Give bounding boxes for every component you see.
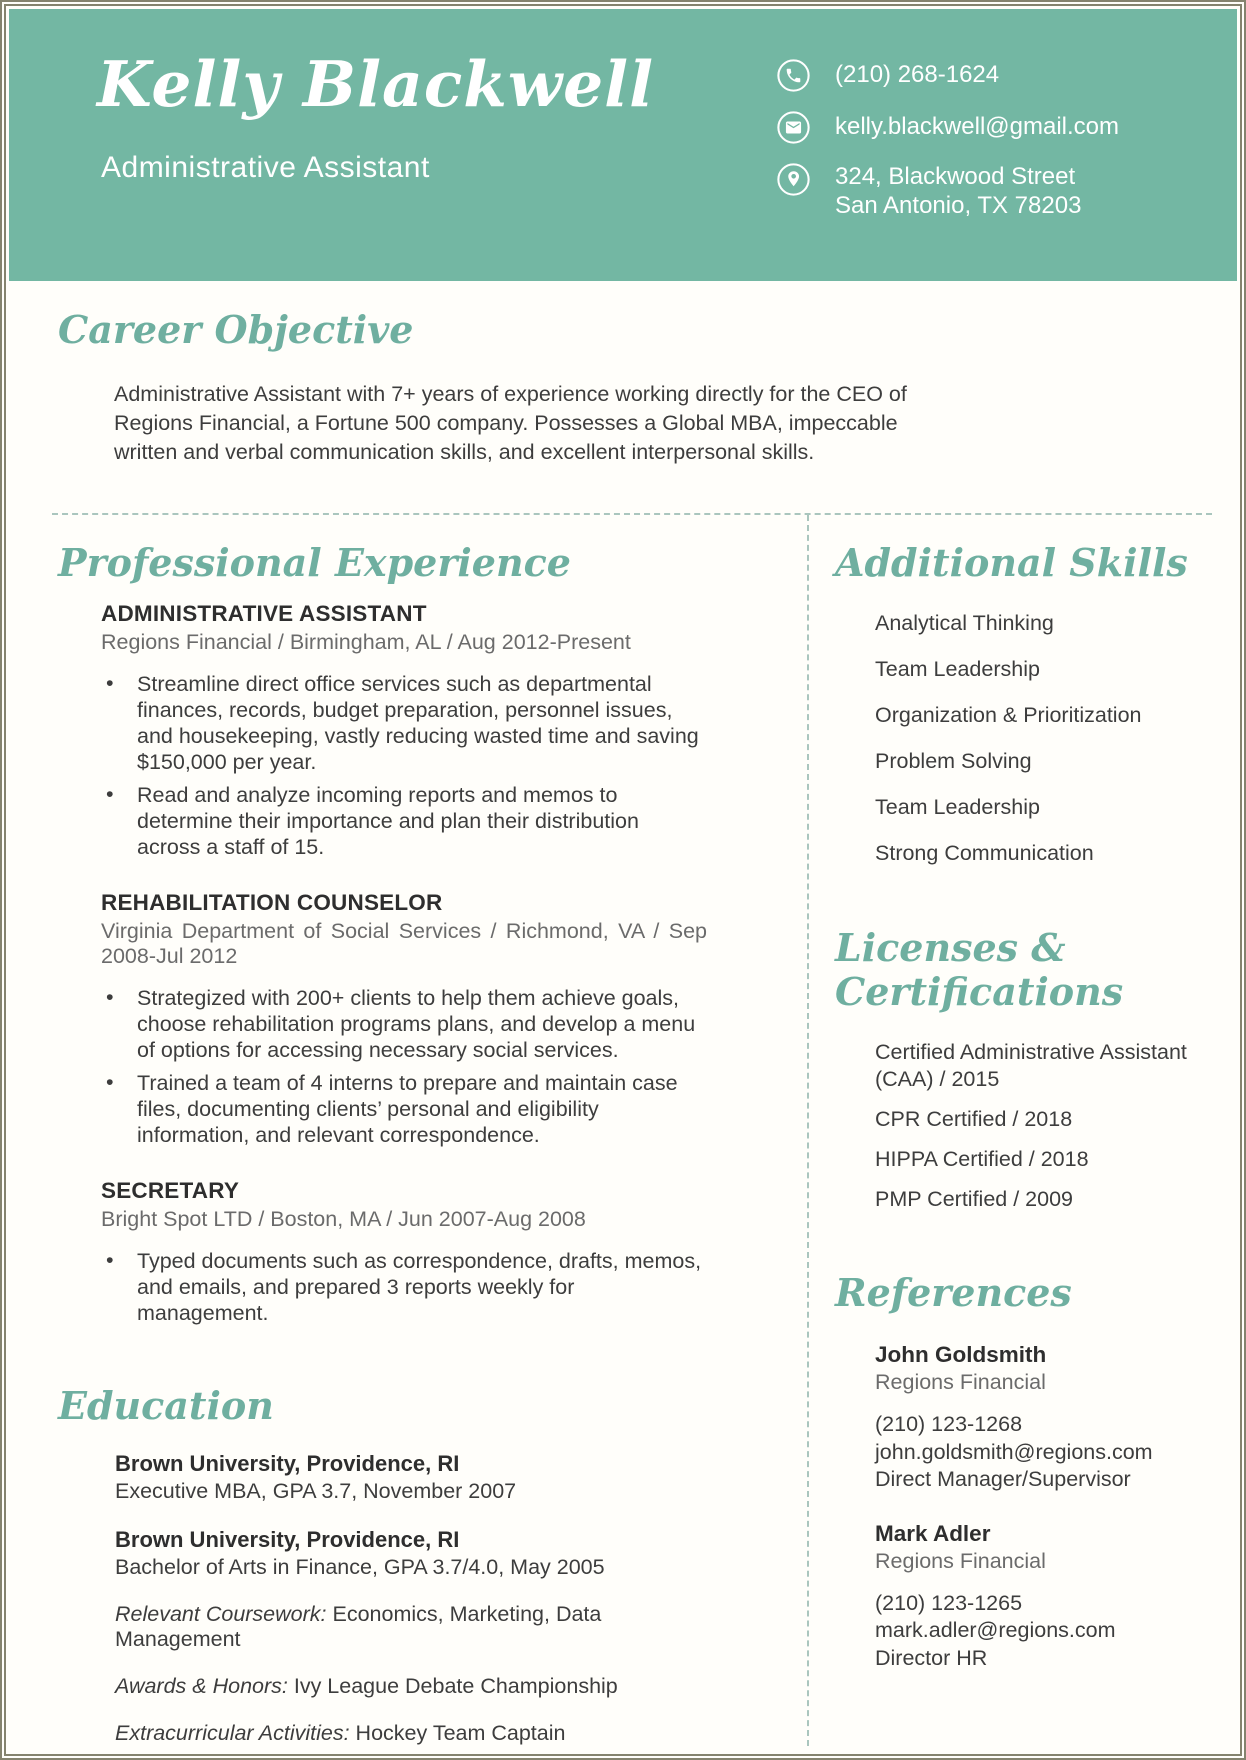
location-icon — [777, 163, 810, 196]
reference-role: Director HR — [875, 1645, 988, 1670]
reference-entry — [875, 1342, 1214, 1493]
job-bullet-list — [101, 1248, 707, 1326]
licenses-heading: Licenses & Certifications — [835, 925, 1124, 1014]
skill-item: Strong Communication — [875, 841, 1094, 866]
contact-block — [777, 59, 1119, 240]
reference-entry — [875, 1521, 1214, 1672]
license-item: HIPPA Certified / 2018 — [875, 1147, 1089, 1172]
section-references — [835, 1271, 1214, 1672]
person-name: Kelly Blackwell — [97, 47, 655, 121]
job-title: ADMINISTRATIVE ASSISTANT — [101, 601, 427, 627]
person-job-title: Administrative Assistant — [101, 151, 430, 184]
professional-experience-heading: Professional Experience — [58, 540, 571, 586]
extra-value: Ivy League Debate Championship — [293, 1673, 618, 1698]
address-line-2: San Antonio, TX 78203 — [835, 191, 1082, 219]
reference-name: Mark Adler — [875, 1521, 991, 1547]
extra-value: Hockey Team Captain — [355, 1720, 566, 1745]
reference-email: john.goldsmith@regions.com — [875, 1439, 1153, 1464]
job-bullet-list — [101, 671, 707, 860]
job-subtitle: Virginia Department of Social Services / Richmond, VA / Sep 2008-Jul 2012 — [101, 919, 707, 969]
job-entry — [101, 890, 707, 1148]
left-column — [6, 515, 807, 1745]
reference-email: mark.adler@regions.com — [875, 1618, 1116, 1643]
school-degree: Executive MBA, GPA 3.7, November 2007 — [115, 1478, 517, 1503]
school-entry — [115, 1527, 707, 1580]
job-entry — [101, 601, 707, 860]
phone-icon — [777, 59, 810, 92]
email-address: kelly.blackwell@gmail.com — [835, 113, 1119, 141]
section-education — [58, 1383, 707, 1746]
education-extra-row — [115, 1721, 707, 1746]
extra-label: Relevant Coursework: — [115, 1601, 327, 1626]
job-subtitle: Bright Spot LTD / Boston, MA / Jun 2007-Aug 2008 — [101, 1207, 586, 1232]
references-heading: References — [835, 1269, 1072, 1315]
main-columns — [6, 515, 1240, 1745]
email-icon — [777, 111, 810, 144]
license-item: PMP Certified / 2009 — [875, 1187, 1073, 1212]
reference-company: Regions Financial — [875, 1370, 1046, 1395]
job-title: REHABILITATION COUNSELOR — [101, 890, 443, 916]
job-bullet: • Strategized with 200+ clients to help them achieve goals, choose rehabilitation programs plans, and develop a menu of options for accessing necessary social services. — [101, 985, 707, 1063]
reference-role: Direct Manager/Supervisor — [875, 1466, 1131, 1491]
reference-contact — [875, 1590, 1214, 1672]
address-line-1: 324, Blackwood Street — [835, 163, 1076, 190]
school-name: Brown University, Providence, RI — [115, 1450, 460, 1476]
skill-item: Team Leadership — [875, 657, 1040, 682]
reference-name: John Goldsmith — [875, 1342, 1047, 1368]
extra-value: Economics, Marketing, Data Management — [115, 1601, 602, 1651]
extra-label: Awards & Honors: — [115, 1673, 288, 1698]
job-entry — [101, 1178, 707, 1326]
header-banner — [9, 9, 1237, 281]
reference-company: Regions Financial — [875, 1549, 1046, 1574]
career-objective-heading: Career Objective — [58, 307, 414, 352]
job-bullet-list — [101, 985, 707, 1148]
education-heading: Education — [58, 1383, 274, 1429]
reference-contact — [875, 1411, 1214, 1493]
phone-number: (210) 268-1624 — [835, 61, 1000, 89]
extra-label: Extracurricular Activities: — [115, 1720, 350, 1745]
school-name: Brown University, Providence, RI — [115, 1526, 460, 1552]
mailing-address — [835, 163, 1081, 221]
skill-item: Problem Solving — [875, 749, 1032, 774]
additional-skills-heading: Additional Skills — [835, 540, 1188, 586]
job-bullet: • Typed documents such as correspondence, drafts, memos, and emails, and prepared 3 reports weekly for management. — [101, 1248, 707, 1326]
section-additional-skills — [835, 541, 1214, 866]
contact-email-row — [777, 111, 1119, 144]
job-title: SECRETARY — [101, 1178, 240, 1204]
skill-item: Organization & Prioritization — [875, 703, 1142, 728]
job-bullet: • Read and analyze incoming reports and memos to determine their importance and plan their distribution across a staff of 15. — [101, 782, 707, 860]
skills-list — [875, 611, 1214, 866]
school-degree: Bachelor of Arts in Finance, GPA 3.7/4.0, May 2005 — [115, 1554, 605, 1579]
job-bullet: • Streamline direct office services such as departmental finances, records, budget preparation, personnel issues, and housekeeping, vastly reducing wasted time and saving $150,000 per year. — [101, 671, 707, 775]
school-entry — [115, 1451, 707, 1504]
right-column — [807, 515, 1240, 1745]
license-list — [875, 1039, 1210, 1212]
license-item: Certified Administrative Assistant (CAA) / 2015 — [875, 1040, 1187, 1091]
reference-phone: (210) 123-1268 — [875, 1412, 1023, 1437]
job-subtitle: Regions Financial / Birmingham, AL / Aug 2012-Present — [101, 630, 631, 655]
contact-phone-row — [777, 59, 1119, 92]
education-extra-row — [115, 1674, 707, 1699]
job-bullet: • Trained a team of 4 interns to prepare and maintain case files, documenting clients’ personal and eligibility information, and relevant correspondence. — [101, 1070, 707, 1148]
reference-phone: (210) 123-1265 — [875, 1591, 1023, 1616]
education-extra-row — [115, 1602, 707, 1652]
contact-address-row — [777, 163, 1119, 221]
skill-item: Team Leadership — [875, 795, 1040, 820]
section-career-objective — [6, 284, 1240, 467]
license-item: CPR Certified / 2018 — [875, 1106, 1073, 1131]
section-licenses-certifications — [835, 926, 1214, 1212]
skill-item: Analytical Thinking — [875, 611, 1054, 636]
career-objective-text: Administrative Assistant with 7+ years of experience working directly for the CEO of Regions Financial, a Fortune 500 company. Possesses a Global MBA, impeccable written and verbal communication skills, and excellent interpersonal skills. — [114, 381, 907, 465]
